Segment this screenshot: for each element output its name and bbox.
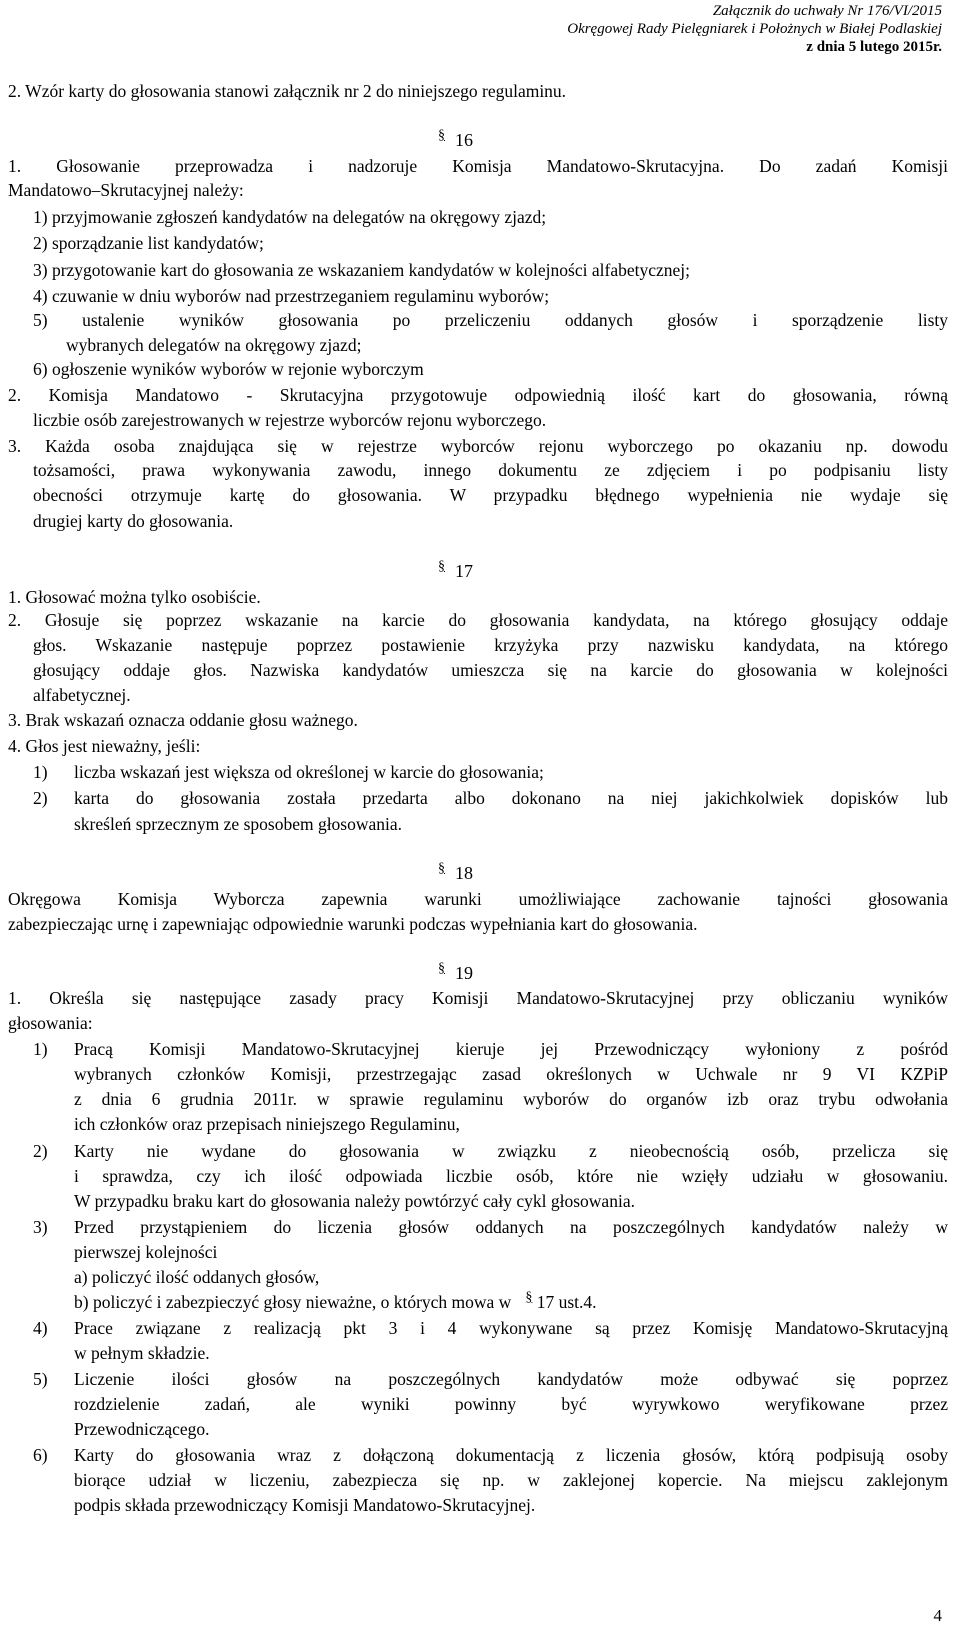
list-item: Liczenie ilości głosów na poszczególnych kandydatów może odbywać się poprzez xyxy=(74,1369,948,1389)
text-line: liczbie osób zarejestrowanych w rejestrze wyborców rejonu wyborczego. xyxy=(33,410,547,430)
text-line: 2. Głosuje się poprzez wskazanie na karcie do głosowania kandydata, na którego głosujący oddaje xyxy=(8,610,948,630)
text-line: 1. Głosowanie przeprowadza i nadzoruje Komisja Mandatowo-Skrutacyjna. Do zadań Komisji xyxy=(8,156,948,176)
list-item-continuation: pierwszej kolejności xyxy=(74,1242,218,1262)
list-item-continuation: w pełnym składzie. xyxy=(74,1343,210,1363)
text-line: Mandatowo–Skrutacyjnej należy: xyxy=(8,180,244,200)
list-item: 2) sporządzanie list kandydatów; xyxy=(33,233,264,253)
section-sign-icon xyxy=(438,861,445,888)
list-number: 6) xyxy=(33,1445,48,1465)
text-line: drugiej karty do głosowania. xyxy=(33,511,234,531)
text-line: Okręgowa Komisja Wyborcza zapewnia warunki umożliwiające zachowanie tajności głosowania xyxy=(8,889,948,909)
list-item: karta do głosowania została przedarta albo dokonano na niej jakichkolwiek dopisków lub xyxy=(74,788,948,808)
text-line: 1. Głosować można tylko osobiście. xyxy=(8,587,261,607)
list-item: Karty nie wydane do głosowania w związku z nieobecnością osób, przelicza się xyxy=(74,1141,948,1161)
list-item-continuation: W przypadku braku kart do głosowania należy powtórzyć cały cykl głosowania. xyxy=(74,1191,635,1211)
list-item-continuation: z dnia 6 grudnia 2011r. w sprawie regulaminu wyborów do organów izb oraz trybu odwołania xyxy=(74,1089,948,1109)
text-line: alfabetycznej. xyxy=(33,685,131,705)
list-item: 5) ustalenie wyników głosowania po przeliczeniu oddanych głosów i sporządzenie listy xyxy=(33,310,948,330)
list-item-continuation: rozdzielenie zadań, ale wyniki powinny być wyrywkowo weryfikowane przez xyxy=(74,1394,948,1414)
section-sign-icon: § xyxy=(525,1290,533,1305)
list-number: 2) xyxy=(33,788,48,808)
section-heading-17: §17 xyxy=(438,559,473,586)
list-item: Karty do głosowania wraz z dołączoną dokumentacją z liczenia głosów, którą podpisują osoby xyxy=(74,1445,948,1465)
paragraph: 2. Wzór karty do głosowania stanowi załącznik nr 2 do niniejszego regulaminu. xyxy=(8,81,567,101)
text-line: 3. Każda osoba znajdująca się w rejestrze wyborców rejonu wyborczego po okazaniu np. dowodu xyxy=(8,436,948,456)
list-item-continuation: skreśleń sprzecznym ze sposobem głosowania. xyxy=(74,814,403,834)
list-item: 1) przyjmowanie zgłoszeń kandydatów na delegatów na okręgowy zjazd; xyxy=(33,207,547,227)
list-item-continuation: i sprawdza, czy ich ilość odpowiada liczbie osób, które nie wzięły udziału w głosowaniu. xyxy=(74,1166,948,1186)
text-line: obecności otrzymuje kartę do głosowania. W przypadku błędnego wypełnienia nie wydaje się xyxy=(33,485,948,505)
text-line: 2. Komisja Mandatowo - Skrutacyjna przygotowuje odpowiednią ilość kart do głosowania, równą xyxy=(8,385,948,405)
document-header xyxy=(567,2,942,56)
text-line: głosujący oddaje głos. Nazwiska kandydatów umieszcza się na karcie do głosowania w kolejności xyxy=(33,660,948,680)
list-item: Przed przystąpieniem do liczenia głosów oddanych na poszczególnych kandydatów należy w xyxy=(74,1217,948,1237)
page-number: 4 xyxy=(933,1606,942,1625)
section-heading-18: §18 xyxy=(438,861,473,888)
text-line: 1. Określa się następujące zasady pracy Komisji Mandatowo-Skrutacyjnej przy obliczaniu wyników xyxy=(8,988,948,1008)
header-line-1: Załącznik do uchwały Nr 176/VI/2015 xyxy=(712,3,942,19)
text-line: 3. Brak wskazań oznacza oddanie głosu ważnego. xyxy=(8,710,358,730)
list-item: 3) przygotowanie kart do głosowania ze wskazaniem kandydatów w kolejności alfabetycznej; xyxy=(33,260,690,280)
list-item-continuation: wybranych delegatów na okręgowy zjazd; xyxy=(66,335,362,355)
list-item-continuation: podpis składa przewodniczący Komisji Mandatowo-Skrutacyjnej. xyxy=(74,1495,536,1515)
text-line: głosowania: xyxy=(8,1013,93,1033)
text-line: głos. Wskazanie następuje poprzez postawienie krzyżyka przy nazwisku kandydata, na którego xyxy=(33,635,948,655)
list-number: 5) xyxy=(33,1369,48,1389)
list-item-continuation: biorące udział w liczeniu, zabezpiecza się np. w zaklejonej kopercie. Na miejscu zaklejonym xyxy=(74,1470,948,1490)
list-item: Prace związane z realizacją pkt 3 i 4 wykonywane są przez Komisję Mandatowo-Skrutacyjną xyxy=(74,1318,948,1338)
list-number: 3) xyxy=(33,1217,48,1237)
list-number: 1) xyxy=(33,762,48,782)
section-heading-16: §16 xyxy=(438,128,473,155)
list-item: liczba wskazań jest większa od określonej w karcie do głosowania; xyxy=(74,762,544,782)
list-item: 4) czuwanie w dniu wyborów nad przestrzeganiem regulaminu wyborów; xyxy=(33,286,550,306)
text-line: 4. Głos jest nieważny, jeśli: xyxy=(8,736,201,756)
sub-list-item: a) policzyć ilość oddanych głosów, xyxy=(74,1267,320,1287)
list-item-continuation: Przewodniczącego. xyxy=(74,1419,210,1439)
section-sign-icon xyxy=(438,961,445,988)
section-heading-19: §19 xyxy=(438,961,473,988)
text-line: zabezpieczając urnę i zapewniając odpowiednie warunki podczas wypełniania kart do głosowania. xyxy=(8,914,698,934)
list-number: 1) xyxy=(33,1039,48,1059)
list-item: 6) ogłoszenie wyników wyborów w rejonie wyborczym xyxy=(33,359,424,379)
sub-list-item: b) policzyć i zabezpieczyć głosy nieważne, o których mowa w § 17 ust.4. xyxy=(74,1290,597,1312)
list-item: Pracą Komisji Mandatowo-Skrutacyjnej kieruje jej Przewodniczący wyłoniony z pośród xyxy=(74,1039,948,1059)
text-line: tożsamości, prawa wykonywania zawodu, innego dokumentu ze zdjęciem i po podpisaniu listy xyxy=(33,460,948,480)
header-date: z dnia 5 lutego 2015r. xyxy=(806,39,942,55)
list-item-continuation: ich członków oraz przepisach niniejszego Regulaminu, xyxy=(74,1114,460,1134)
header-line-2: Okręgowej Rady Pielęgniarek i Położnych w Białej Podlaskiej xyxy=(567,21,942,37)
list-number: 2) xyxy=(33,1141,48,1161)
list-number: 4) xyxy=(33,1318,48,1338)
section-sign-icon xyxy=(438,559,445,586)
list-item-continuation: wybranych członków Komisji, przestrzegając zasad określonych w Uchwale nr 9 VI KZPiP xyxy=(74,1064,948,1084)
section-sign-icon xyxy=(438,128,445,155)
